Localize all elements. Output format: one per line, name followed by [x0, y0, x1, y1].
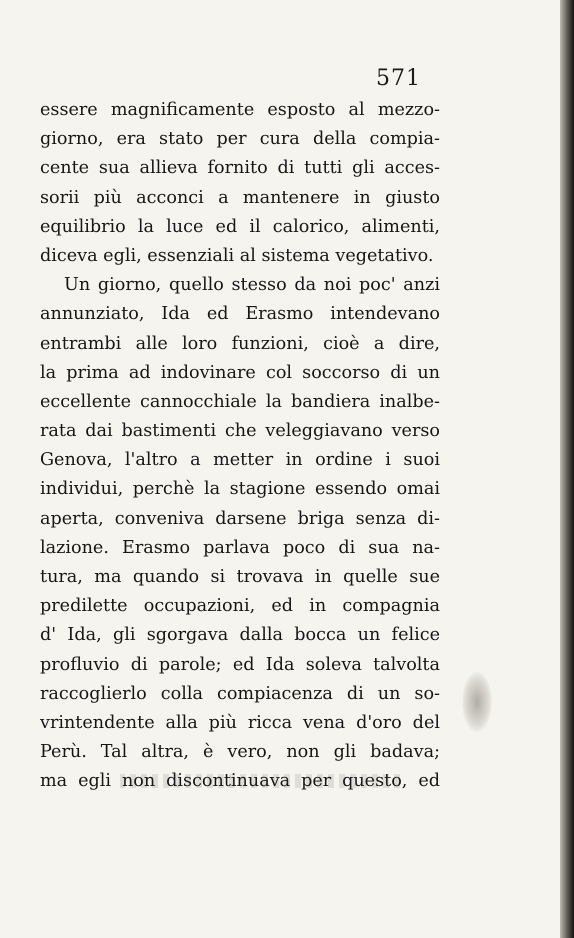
paper-stain: [462, 672, 492, 732]
text-line: eccellente cannocchiale la bandiera inalbe-: [40, 391, 440, 412]
text-line: annunziato, Ida ed Erasmo intendevano: [40, 304, 440, 325]
text-line: diceva egli, essenziali al sistema vegetativo.: [40, 245, 434, 266]
text-line: essere magnificamente esposto al mezzo-: [40, 100, 440, 120]
text-line: rata dai bastimenti che veleggiavano verso: [40, 421, 440, 442]
text-line: cente sua allieva fornito di tutti gli acces-: [40, 158, 440, 179]
text-line: vrintendente alla più ricca vena d'oro del: [40, 712, 440, 733]
show-through-text: [120, 774, 400, 788]
text-line: giorno, era stato per cura della compia-: [40, 129, 440, 150]
text-line: lazione. Erasmo parlava poco di sua na-: [40, 537, 440, 558]
page-edge-shadow: [560, 0, 574, 938]
text-line: sorii più acconci a mantenere in giusto: [40, 187, 440, 208]
text-line: raccoglierlo colla compiacenza di un so-: [40, 683, 440, 704]
text-line: Genova, l'altro a metter in ordine i suoi: [40, 450, 440, 471]
text-line: profluvio di parole; ed Ida soleva talvolta: [40, 654, 440, 675]
text-line: aperta, conveniva darsene briga senza di-: [40, 508, 440, 529]
text-line: individui, perchè la stagione essendo omai: [40, 479, 440, 500]
text-line: Un giorno, quello stesso da noi poc' anzi: [64, 275, 440, 296]
text-line: ma egli non discontinuava per questo, ed: [40, 771, 440, 792]
page-number: 571: [376, 66, 421, 91]
body-text: [40, 96, 440, 797]
text-line: equilibrio la luce ed il calorico, alimenti,: [40, 216, 440, 237]
text-line: Perù. Tal altra, è vero, non gli badava;: [40, 742, 440, 763]
text-line: tura, ma quando si trovava in quelle sue: [40, 567, 440, 587]
text-line: d' Ida, gli sgorgava dalla bocca un felice: [40, 625, 440, 646]
text-line: predilette occupazioni, ed in compagnia: [40, 596, 440, 617]
text-line: entrambi alle loro funzioni, cioè a dire,: [40, 333, 440, 354]
text-line: la prima ad indovinare col soccorso di un: [40, 362, 440, 383]
